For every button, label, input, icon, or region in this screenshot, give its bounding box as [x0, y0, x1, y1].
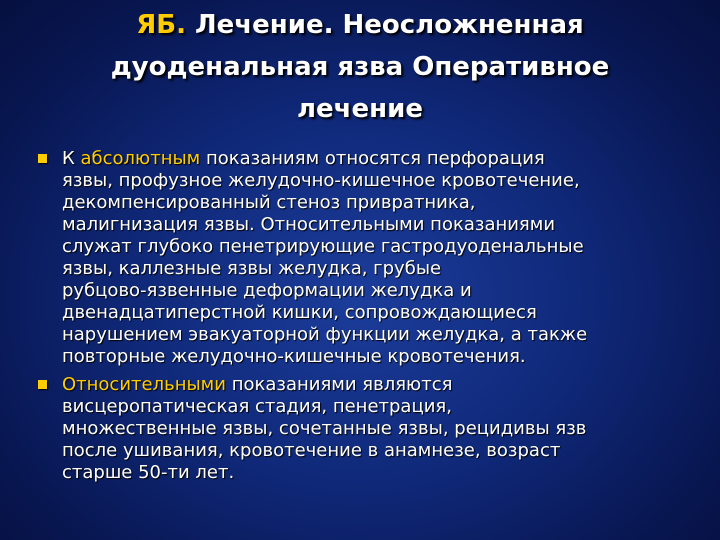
- slide-title: [20, 4, 700, 130]
- title-accent: ЯБ.: [136, 10, 186, 40]
- bullet-line: повторные желудочно-кишечные кровотечения.: [62, 346, 526, 367]
- bullet-line: язвы, профузное желудочно-кишечное кровотечение,: [62, 170, 580, 191]
- bullet-line: нарушением эвакуаторной функции желудка, а также: [62, 324, 588, 345]
- bullet-prefix: К: [62, 148, 75, 169]
- square-bullet-icon: [38, 380, 47, 389]
- highlight-term: Относительными: [62, 374, 226, 395]
- title-line-1: [20, 4, 700, 46]
- bullet-line: висцеропатическая стадия, пенетрация,: [62, 396, 452, 417]
- title-line-3: лечение: [297, 94, 423, 124]
- square-bullet-icon: [38, 154, 47, 163]
- bullet-line: язвы, каллезные язвы желудка, грубые: [62, 258, 442, 279]
- bullet-line: рубцово-язвенные деформации желудка и: [62, 280, 472, 301]
- bullet-line: декомпенсированный стеноз привратника,: [62, 192, 476, 213]
- bullet-line: служат глубоко пенетрирующие гастродуоденальные: [62, 236, 584, 257]
- title-line-2: дуоденальная язва Оперативное: [110, 52, 610, 82]
- bullet-first-line: [62, 374, 678, 396]
- bullet-line: после ушивания, кровотечение в анамнезе, возраст: [62, 440, 561, 461]
- bullet-line: множественные язвы, сочетанные язвы, рецидивы язв: [62, 418, 587, 439]
- bullet-line: старше 50-ти лет.: [62, 462, 235, 483]
- bullet-first-line: [62, 148, 678, 170]
- bullet-line: двенадцатиперстной кишки, сопровождающиеся: [62, 302, 537, 323]
- bullet-line: малигнизация язвы. Относительными показаниями: [62, 214, 556, 235]
- bullet-relative-indications: [38, 374, 678, 484]
- title-line-1-text: Лечение. Неосложненная: [195, 10, 584, 40]
- bullet-first-rest: показаниями являются: [231, 374, 453, 395]
- highlight-term: абсолютным: [80, 148, 201, 169]
- bullet-absolute-indications: [38, 148, 678, 368]
- bullet-first-rest: показаниям относятся перфорация: [206, 148, 545, 169]
- slide-body: [38, 148, 678, 490]
